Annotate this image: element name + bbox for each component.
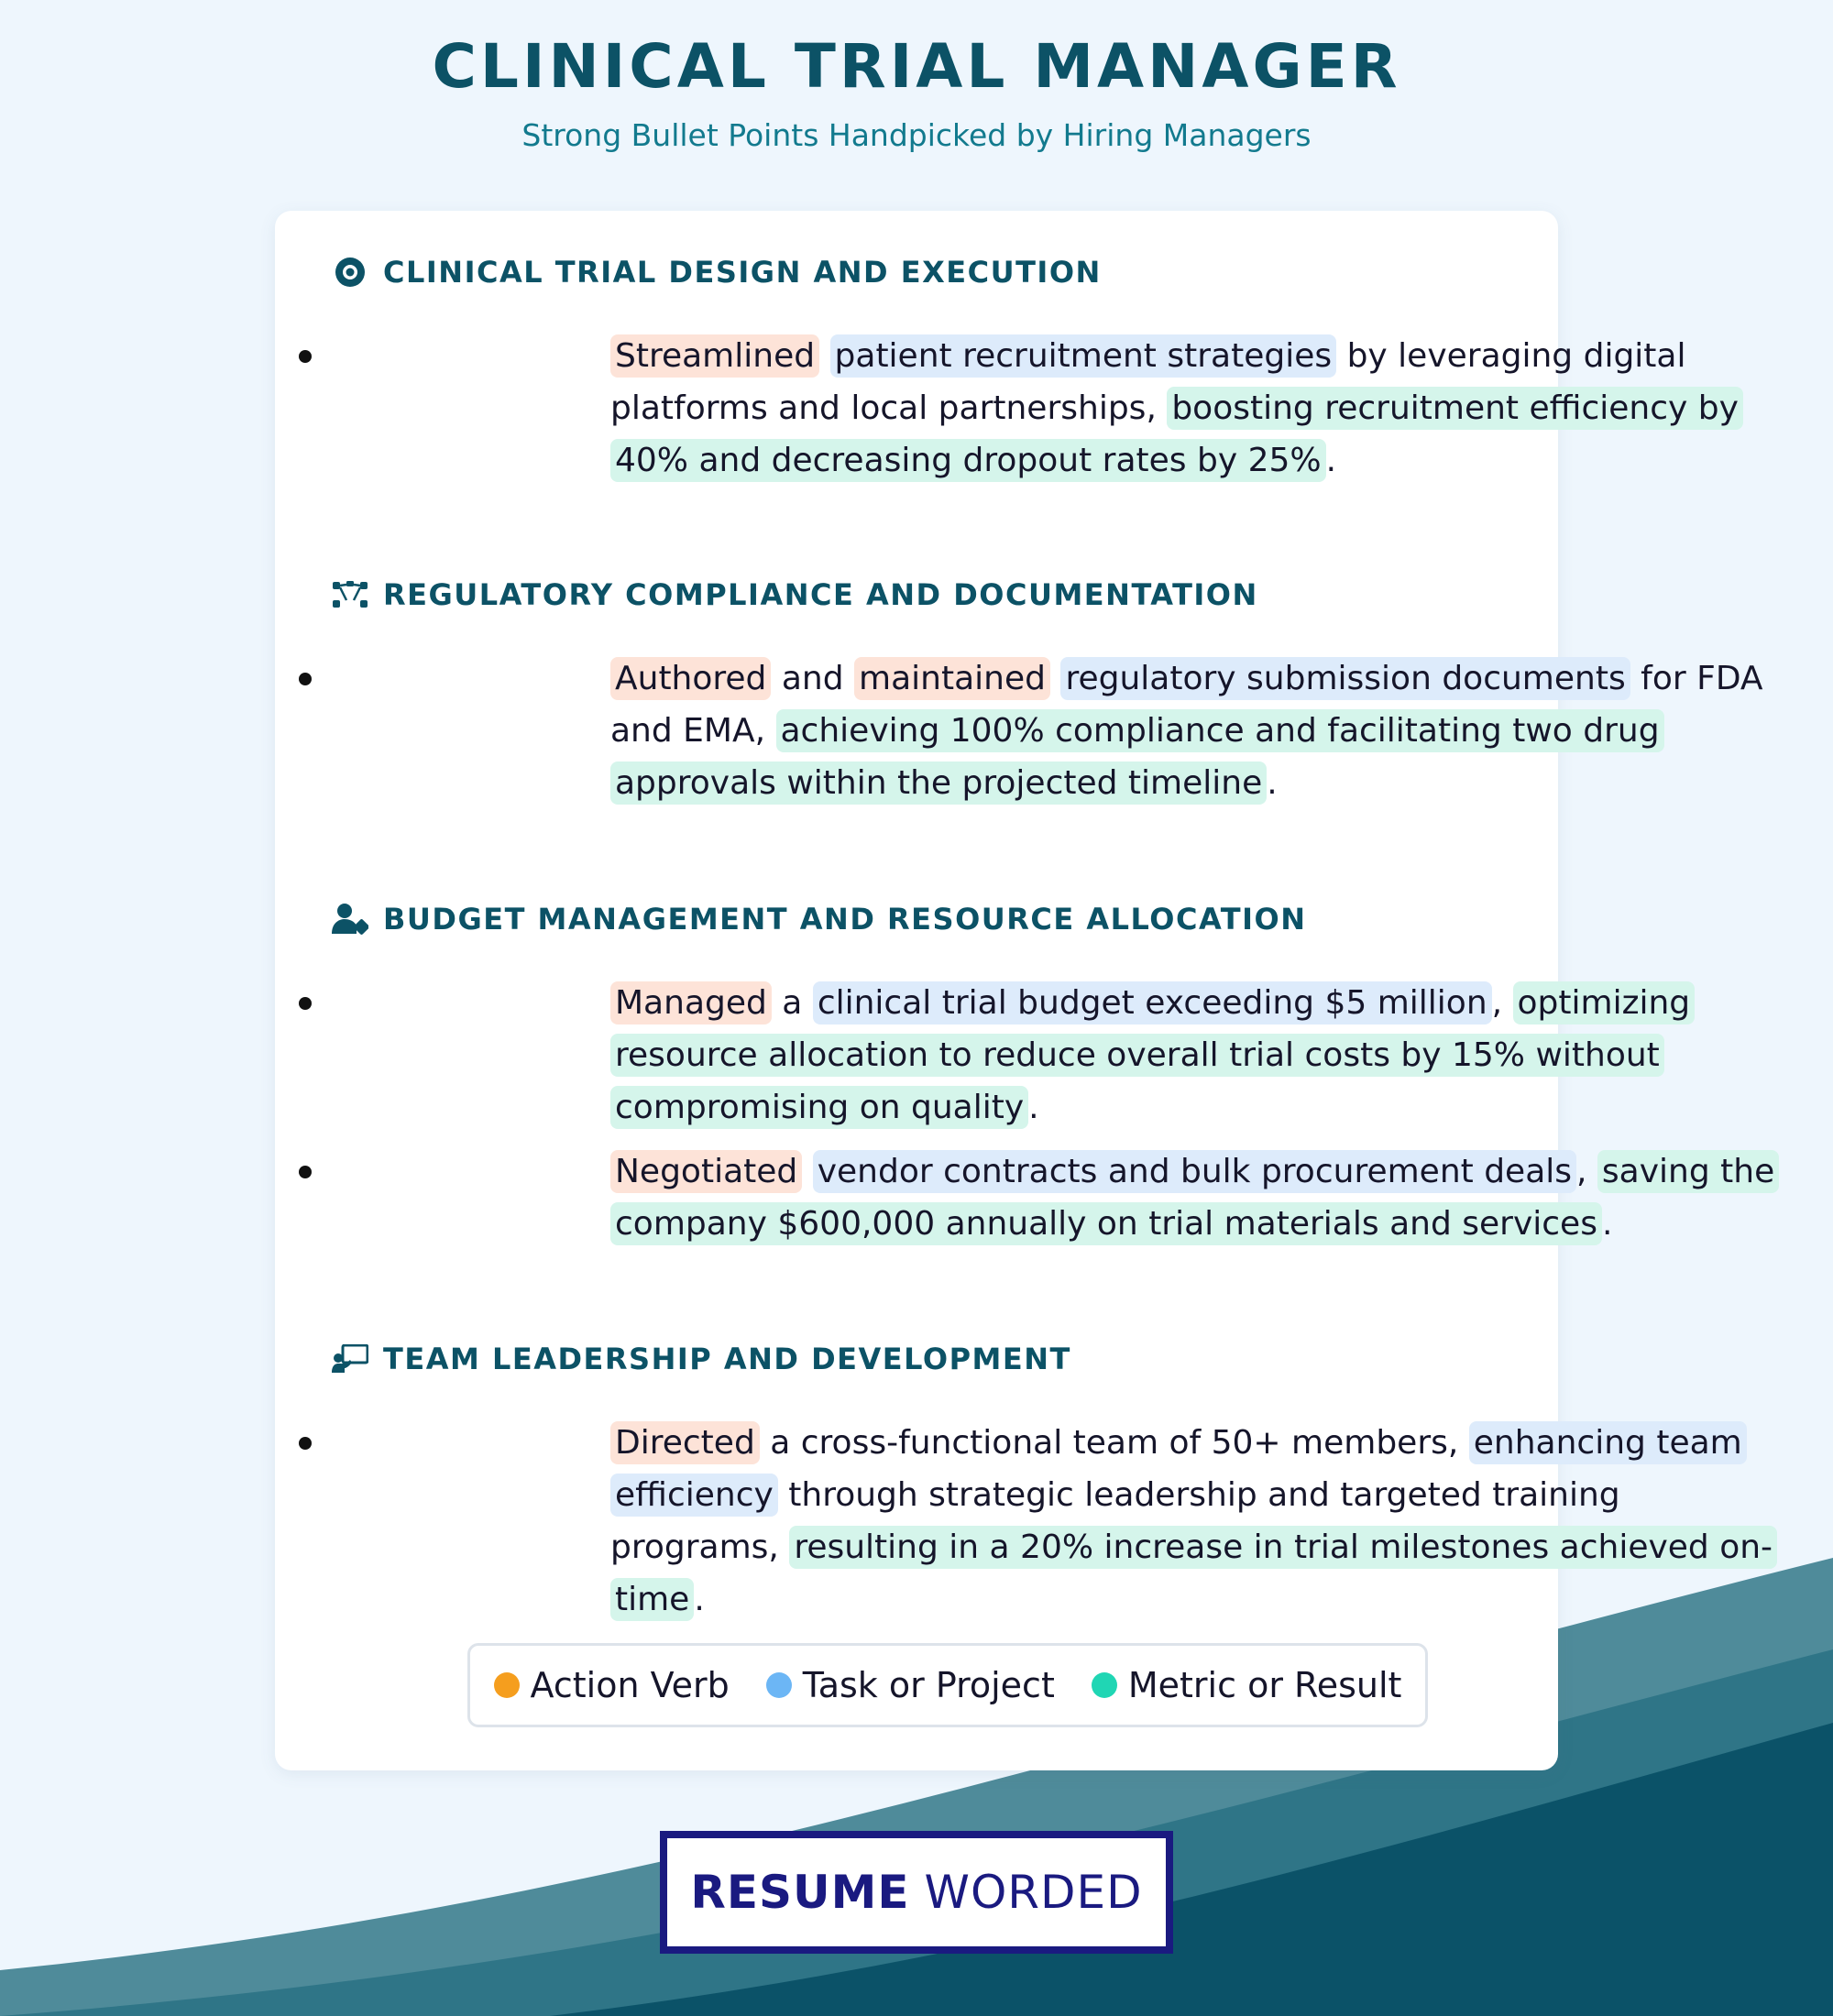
logo-bold-text: RESUME	[690, 1866, 910, 1919]
task-highlight: clinical trial budget exceeding $5 million	[813, 981, 1492, 1024]
bullet-text	[330, 652, 1793, 809]
section-title: REGULATORY COMPLIANCE AND DOCUMENTATION	[383, 577, 1258, 612]
legend-item-metric-result	[1092, 1665, 1402, 1705]
plain-text: .	[694, 1581, 705, 1618]
action-verb-highlight: Directed	[610, 1421, 760, 1464]
action-verb-highlight: Streamlined	[610, 334, 819, 378]
action-verb-highlight: Managed	[610, 981, 772, 1024]
bullet-item	[49, 330, 1739, 487]
section-title: CLINICAL TRIAL DESIGN AND EXECUTION	[383, 255, 1102, 290]
bullet-dot	[299, 1437, 312, 1450]
bullet-list	[330, 977, 1775, 1262]
plain-text: .	[1325, 442, 1337, 479]
section-title: TEAM LEADERSHIP AND DEVELOPMENT	[383, 1342, 1071, 1376]
resume-worded-logo[interactable]	[660, 1831, 1173, 1954]
target-circle-icon	[330, 252, 370, 292]
metric-highlight: resulting in a 20% increase in trial milestones achieved on-time	[610, 1526, 1777, 1621]
task-highlight: vendor contracts and bulk procurement deals	[813, 1150, 1576, 1193]
bullet-text	[330, 1145, 1793, 1250]
plain-text: a	[771, 984, 813, 1022]
page-header	[0, 26, 1833, 156]
plain-text: by leveraging digital platforms and local partnerships,	[610, 337, 1686, 427]
plain-text: ,	[1491, 984, 1513, 1022]
bullet-dot	[299, 673, 312, 685]
page-title: CLINICAL TRIAL MANAGER	[432, 31, 1401, 102]
action-verb-highlight: Authored	[610, 657, 771, 700]
section-header	[330, 1336, 1071, 1382]
bullet-text	[330, 1417, 1793, 1626]
bullet-dot	[299, 997, 312, 1010]
bullet-list	[330, 1417, 1773, 1638]
plain-text: for FDA and EMA,	[610, 660, 1763, 750]
section-header	[330, 572, 1258, 618]
metric-highlight: achieving 100% compliance and facilitating two drug approvals within the projected timeline	[610, 709, 1664, 805]
bullet-item	[49, 652, 1763, 809]
legend-label: Metric or Result	[1127, 1665, 1402, 1705]
plain-text: ,	[1576, 1153, 1597, 1190]
plain-text: .	[1601, 1205, 1613, 1243]
metric-highlight: optimizing resource allocation to reduce overall trial costs by 15% without compromising on quality	[610, 981, 1695, 1129]
bullet-item	[49, 1145, 1775, 1250]
section-header	[330, 896, 1306, 942]
user-money-icon	[330, 899, 370, 939]
metric-highlight: saving the company $600,000 annually on trial materials and services	[610, 1150, 1779, 1245]
plain-text	[1050, 660, 1060, 697]
section-header	[330, 249, 1102, 295]
highlight-legend	[467, 1643, 1428, 1727]
legend-label: Task or Project	[802, 1665, 1055, 1705]
bullet-list	[330, 652, 1763, 821]
page-subtitle: Strong Bullet Points Handpicked by Hiring Managers	[521, 117, 1312, 153]
bullet-dot	[299, 350, 312, 363]
task-highlight: patient recruitment strategies	[830, 334, 1337, 378]
bullet-list	[330, 330, 1739, 499]
network-nodes-icon	[330, 575, 370, 615]
bullet-item	[49, 1417, 1773, 1626]
bullet-dot	[299, 1166, 312, 1178]
plain-text	[802, 1153, 812, 1190]
presenter-board-icon	[330, 1339, 370, 1379]
bullet-text	[330, 977, 1793, 1134]
logo-regular-text: WORDED	[924, 1866, 1143, 1919]
legend-item-action-verb	[494, 1665, 730, 1705]
legend-item-task-project	[766, 1665, 1055, 1705]
plain-text	[819, 337, 829, 375]
plain-text: .	[1267, 764, 1278, 802]
bullet-item	[49, 977, 1691, 1134]
plain-text: a cross-functional team of 50+ members,	[759, 1424, 1469, 1462]
bullet-text	[330, 330, 1793, 487]
legend-dot	[494, 1672, 520, 1698]
action-verb-highlight: Negotiated	[610, 1150, 802, 1193]
task-highlight: regulatory submission documents	[1060, 657, 1630, 700]
plain-text: .	[1028, 1089, 1039, 1126]
metric-highlight: boosting recruitment efficiency by 40% and decreasing dropout rates by 25%	[610, 387, 1743, 482]
action-verb-highlight: maintained	[854, 657, 1050, 700]
section-title: BUDGET MANAGEMENT AND RESOURCE ALLOCATION	[383, 902, 1307, 937]
legend-label: Action Verb	[530, 1665, 730, 1705]
legend-dot	[1092, 1672, 1117, 1698]
plain-text: and	[771, 660, 855, 697]
bullet-points-card	[275, 211, 1775, 1770]
legend-dot	[766, 1672, 792, 1698]
plain-text: through strategic leadership and targeted training programs,	[610, 1476, 1620, 1566]
task-highlight: enhancing team efficiency	[610, 1421, 1747, 1517]
